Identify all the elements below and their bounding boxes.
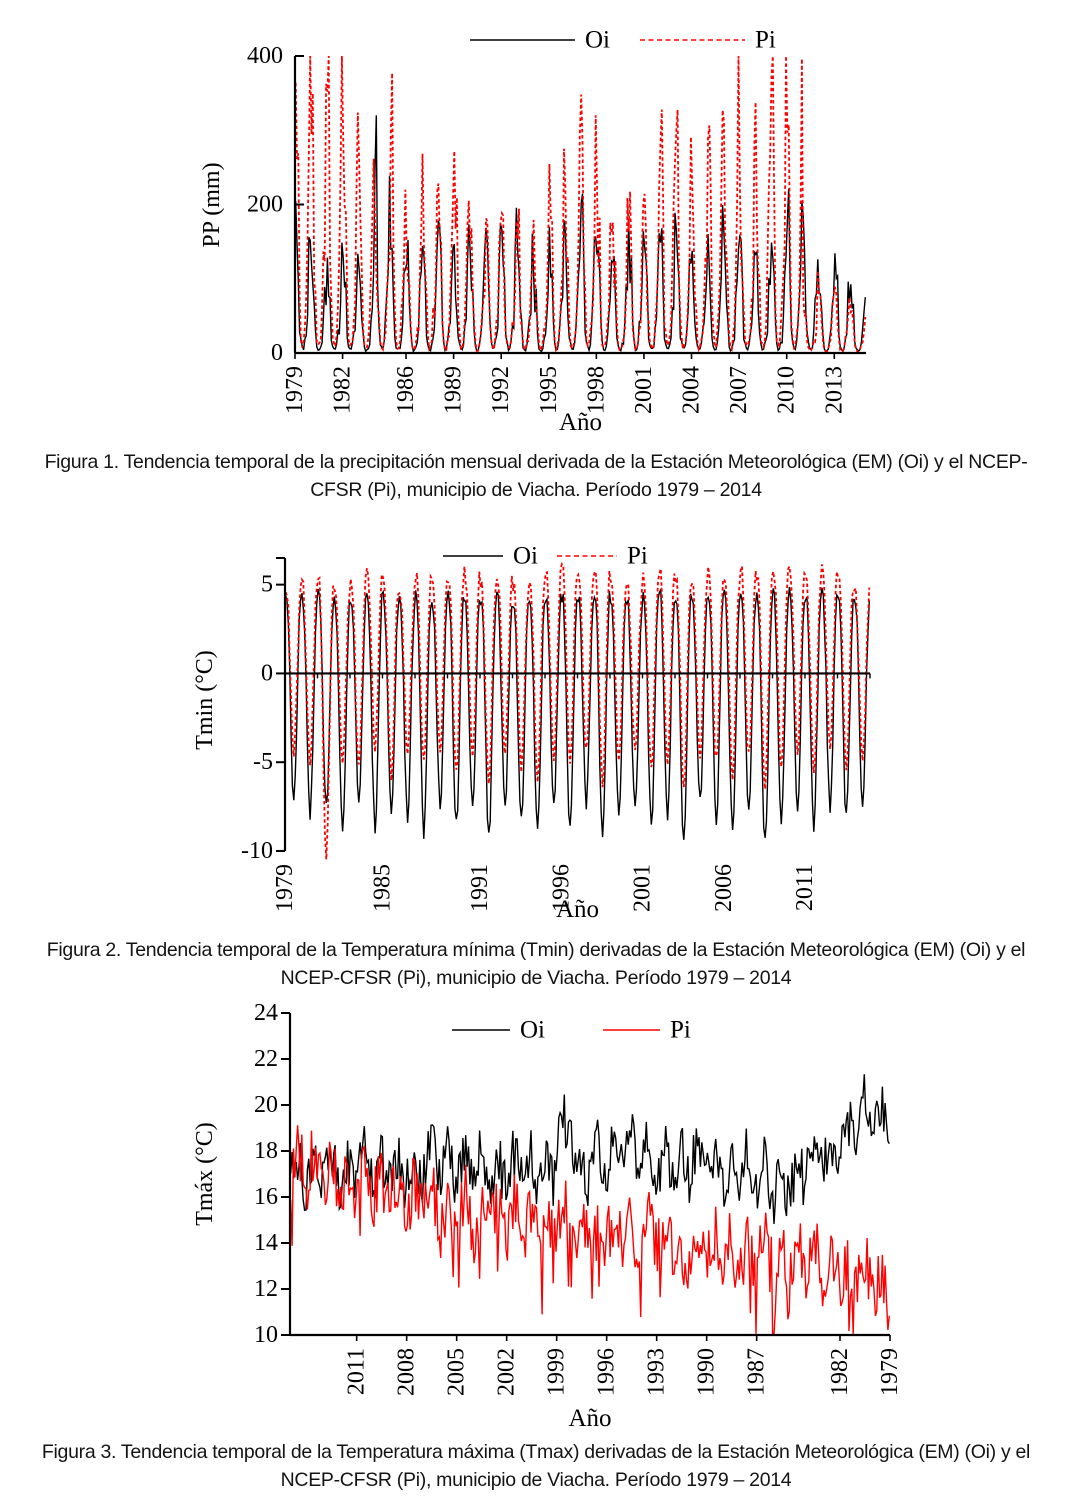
figure-3-series-oi-line [291,1074,890,1224]
y-tick-label: 12 [254,1276,278,1302]
y-tick-label: 18 [254,1138,278,1164]
x-tick-label: 1991 [467,864,493,912]
x-tick-label: 1989 [440,366,467,414]
y-tick-label: 0 [271,340,283,366]
x-axis-title: Año [568,1405,612,1432]
x-tick-label: 1996 [548,864,575,912]
x-tick-label: 2001 [629,864,656,912]
figure-3-axes [192,1000,903,1432]
y-axis-title: PP (mm) [199,162,225,248]
x-tick-label: 2013 [821,366,848,414]
figure-3-series [291,1074,890,1334]
x-tick-label: 2011 [792,864,818,912]
x-tick-label: 2008 [393,1348,420,1396]
legend-label-oi: Oi [513,542,538,570]
y-tick-label: 20 [254,1092,278,1118]
x-tick-label: 1990 [693,1348,720,1396]
figure-3-caption: Figura 3. Tendencia temporal de la Temperatura máxima (Tmax) derivadas de la Estación Meteorológica (EM) (Oi) y el NCEP-CFSR (Pi), municipio de Viacha. Período 1979 – 2014 [41,1441,1031,1491]
figure-2-caption: Figura 2. Tendencia temporal de la Temperatura mínima (Tmin) derivadas de la Estación Meteorológica (EM) (Oi) y el NCEP-CFSR (Pi), municipio de Viacha. Período 1979 – 2014 [46,939,1026,989]
y-tick-label: -10 [241,838,273,864]
y-tick-label: 400 [247,43,283,69]
x-tick-label: 1999 [543,1348,570,1396]
x-tick-label: 1982 [827,1348,853,1396]
figure-3-legend [452,1017,691,1044]
legend-label-pi: Pi [627,542,648,570]
x-tick-label: 2005 [443,1348,470,1396]
y-tick-label: 10 [254,1322,278,1348]
figure-1-caption: Figura 1. Tendencia temporal de la precipitación mensual derivada de la Estación Meteorológica (EM) (Oi) y el NCEP-CFSR (Pi), municipio de Viacha. Período 1979 – 2014 [44,451,1028,501]
y-tick-label: 5 [261,571,273,598]
x-tick-label: 1992 [488,366,515,414]
x-tick-label: 2004 [678,366,705,414]
figure-2-legend [443,543,648,570]
x-tick-label: 2002 [493,1348,520,1396]
x-tick-label: 1986 [393,366,420,414]
x-axis-title: Año [555,896,600,923]
figure-2-tmin-chart [0,522,1072,934]
legend-label-pi: Pi [670,1016,691,1044]
y-axis-title: Tmáx (°C) [192,1122,218,1226]
y-tick-label: 16 [254,1184,278,1210]
figure-3-series-pi-line [291,1125,890,1334]
figure-1-legend [470,27,776,54]
x-tick-label: 1993 [643,1348,670,1396]
y-tick-label: 200 [247,191,283,218]
x-tick-label: 2006 [710,864,737,912]
y-tick-label: 22 [254,1046,278,1072]
y-tick-label: 14 [254,1230,278,1256]
x-tick-label: 1979 [877,1348,903,1396]
figure-3-tmax-chart [0,988,1072,1436]
x-tick-label: 1985 [369,864,396,912]
figure-2-series [286,564,870,859]
x-tick-label: 1996 [593,1348,620,1396]
legend-label-oi: Oi [520,1016,545,1044]
figure-1-series [296,56,866,352]
x-tick-label: 1982 [329,366,356,414]
x-tick-label: 2010 [773,366,800,414]
x-tick-label: 1979 [282,366,308,414]
y-tick-label: 24 [254,1000,278,1026]
x-tick-label: 2011 [343,1348,370,1396]
x-axis-title: Año [558,409,603,436]
figure-1-precipitation-chart [0,0,1072,448]
x-tick-label: 1995 [535,366,562,414]
x-tick-label: 1979 [272,864,298,912]
x-tick-label: 2007 [726,366,753,414]
x-tick-label: 2001 [630,366,657,414]
x-tick-label: 1998 [583,366,610,414]
y-axis-title: Tmin (°C) [192,650,218,750]
legend-label-pi: Pi [755,26,776,54]
legend-label-oi: Oi [585,26,610,54]
y-tick-label: -5 [253,749,273,776]
y-tick-label: 0 [261,660,273,687]
x-tick-label: 1987 [743,1348,770,1396]
